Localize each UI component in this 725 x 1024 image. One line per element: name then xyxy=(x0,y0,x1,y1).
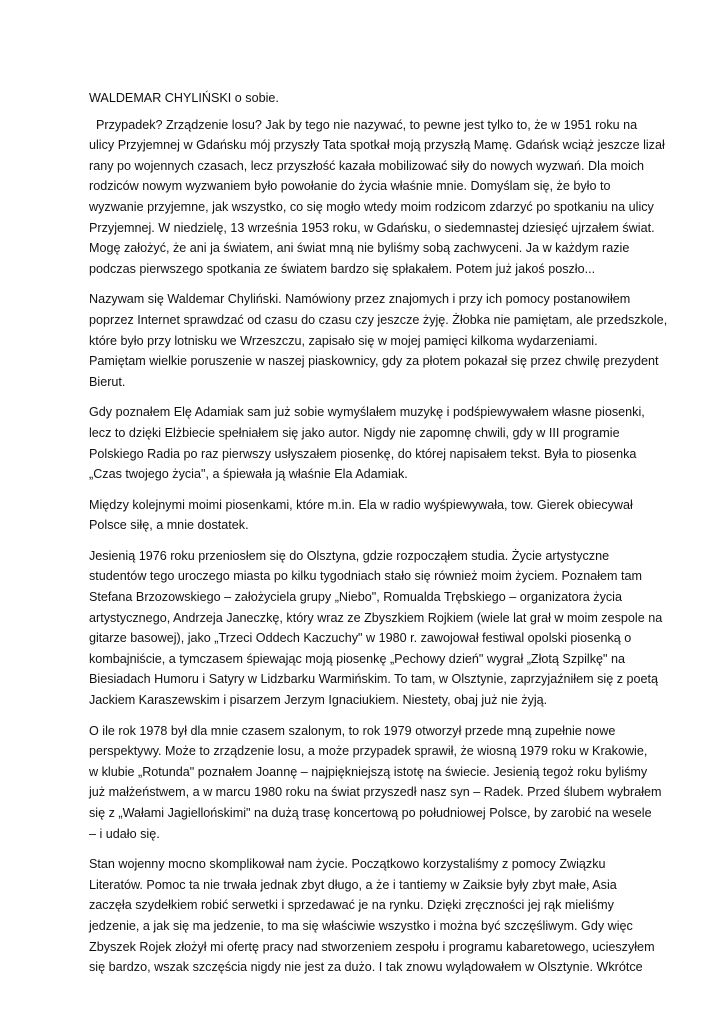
text-line: Polsce siłę, a mnie dostatek. xyxy=(89,518,249,533)
text-line: się z „Wałami Jagiellońskimi" na dużą trasę koncertową po południowej Polsce, by zarobić na wesele xyxy=(89,806,652,820)
text-line: Zbyszek Rojek złożył mi ofertę pracy nad stworzeniem zespołu i programu kabaretowego, ucieszyłem xyxy=(89,939,655,954)
text-line: w klubie „Rotunda" poznałem Joannę – najpiękniejszą istotę na świecie. Jesienią tegoż roku byliśmy xyxy=(89,764,648,779)
paragraph xyxy=(89,289,668,392)
text-line: Stan wojenny mocno skomplikował nam życie. Początkowo korzystaliśmy z pomocy Związku xyxy=(89,857,606,872)
paragraph-list xyxy=(89,115,668,978)
text-line: – i udało się. xyxy=(89,826,160,841)
paragraph xyxy=(89,402,649,484)
text-line: gitarze basowej), jako „Trzeci Oddech Kaczuchy" w 1980 r. zawojował festiwal opolski piosenką o xyxy=(89,631,632,646)
text-line: Jesienią 1976 roku przeniosłem się do Olsztyna, gdzie rozpocząłem studia. Życie artystyczne xyxy=(89,548,610,563)
paragraph xyxy=(89,495,649,536)
text-line: Przypadek? Zrządzenie losu? Jak by tego nie nazywać, to pewne jest tylko to, że w 1951 roku na xyxy=(89,117,638,132)
text-line: Pamiętam wielkie poruszenie w naszej piaskownicy, gdy za płotem pokazał się przez chwilę prezydent xyxy=(89,354,659,369)
text-line: O ile rok 1978 był dla mnie czasem szalonym, to rok 1979 otworzył przede mną zupełnie nowe xyxy=(89,723,616,738)
text-line: się bardzo, wszak szczęścia nigdy nie jest za dużo. I tak znowu wylądowałem w Olsztynie. Wkrótce xyxy=(89,960,643,975)
text-line: kombajniście, a tymczasem śpiewając moją piosenkę „Pechowy dzień" wygrał „Złotą Szpilkę" na xyxy=(89,651,626,666)
text-line: które było przy lotnisku we Wrzeszczu, zapisało się w mojej pamięci kilkoma wydarzeniami. xyxy=(89,333,598,348)
text-line: już małżeństwem, a w marcu 1980 roku na świat przyszedł nasz syn – Radek. Przed ślubem wybrałem xyxy=(89,785,662,800)
text-line: Literatów. Pomoc ta nie trwała jednak zbyt długo, a że i tantiemy w Zaiksie były zbyt małe, Asia xyxy=(89,877,617,892)
document-body xyxy=(89,88,668,988)
text-line: Stefana Brzozowskiego – założyciela grupy „Niebo", Romualda Trębskiego – organizatora życia xyxy=(89,590,622,605)
text-line: studentów tego uroczego miasta po kilku tygodniach stało się również moim życiem. Poznałem tam xyxy=(89,569,642,584)
text-line: Między kolejnymi moimi piosenkami, które m.in. Ela w radio wyśpiewywała, tow. Gierek obiecywał xyxy=(89,497,633,512)
text-line: Mogę założyć, że ani ja światem, ani świat mną nie byliśmy sobą zachwyceni. Ja w każdym razie xyxy=(89,241,630,256)
text-line: rany po wojennych czasach, lecz przyszłość kazała mobilizować siły do nowych wyzwań. Dla moich xyxy=(89,158,645,173)
text-line: Nazywam się Waldemar Chyliński. Namówiony przez znajomych i przy ich pomocy postanowiłem xyxy=(89,292,631,307)
text-line: Przyjemnej. W niedzielę, 13 września 1953 roku, w Gdańsku, o siedemnastej dziesięć ujrzałem świat. xyxy=(89,220,655,235)
text-line: zaczęła szydełkiem robić serwetki i sprzedawać je na rynku. Dzięki zręczności jej rąk mieliśmy xyxy=(89,898,614,913)
text-line: „Czas twojego życia", a śpiewała ją właśnie Ela Adamiak. xyxy=(89,467,408,482)
text-line: podczas pierwszego spotkania ze światem bardzo się spłakałem. Potem już jakoś poszło... xyxy=(89,261,596,276)
text-line: Biesiadach Humoru i Satyry w Lidzbarku Warmińskim. To tam, w Olsztynie, zaprzyjaźniłem się z poetą xyxy=(89,672,659,687)
paragraph xyxy=(89,546,663,711)
paragraph xyxy=(89,854,655,978)
text-line: jedzenie, a jak się ma jedzenie, to ma się właściwie wszystko i można być szczęśliwym. Gdy więc xyxy=(89,918,633,933)
paragraph xyxy=(89,721,662,845)
text-line: ulicy Przyjemnej w Gdańsku mój przyszły Tata spotkał moją przyszłą Mamę. Gdańsk wciąż jeszcze lizał xyxy=(89,138,665,153)
text-line: poprzez Internet sprawdzać od czasu do czasu czy jeszcze żyję. Żłobka nie pamiętam, ale przedszkole, xyxy=(89,312,668,327)
paragraph xyxy=(89,115,665,280)
text-line: Bierut. xyxy=(89,374,126,389)
text-line: wyzwanie przyjemne, jak wszystko, co się mogło wtedy moim rodzicom zdarzyć po spotkaniu na ulicy xyxy=(89,199,654,214)
text-line: Jackiem Karaszewskim i pisarzem Jerzym Ignaciukiem. Niestety, obaj już nie żyją. xyxy=(89,693,548,708)
document-title: WALDEMAR CHYLIŃSKI o sobie. xyxy=(89,91,279,105)
text-line: artystycznego, Andrzeja Janeczkę, który wraz ze Zbyszkiem Rojkiem (wiele lat grał w moim zespole na xyxy=(89,610,663,625)
text-line: Polskiego Radia po raz pierwszy usłyszałem piosenkę, do której napisałem tekst. Była to piosenka xyxy=(89,446,637,461)
text-line: lecz to dzięki Elżbiecie spełniałem się jako autor. Nigdy nie zapomnę chwili, gdy w III programie xyxy=(89,425,620,440)
text-line: rodziców nowym wyzwaniem było powołanie do życia właśnie mnie. Domyślam się, że było to xyxy=(89,179,611,194)
text-line: Gdy poznałem Elę Adamiak sam już sobie wymyślałem muzykę i podśpiewywałem własne piosenki, xyxy=(89,405,645,420)
text-line: perspektywy. Może to zrządzenie losu, a może przypadek sprawił, że wiosną 1979 roku w Krakowie, xyxy=(89,744,648,759)
